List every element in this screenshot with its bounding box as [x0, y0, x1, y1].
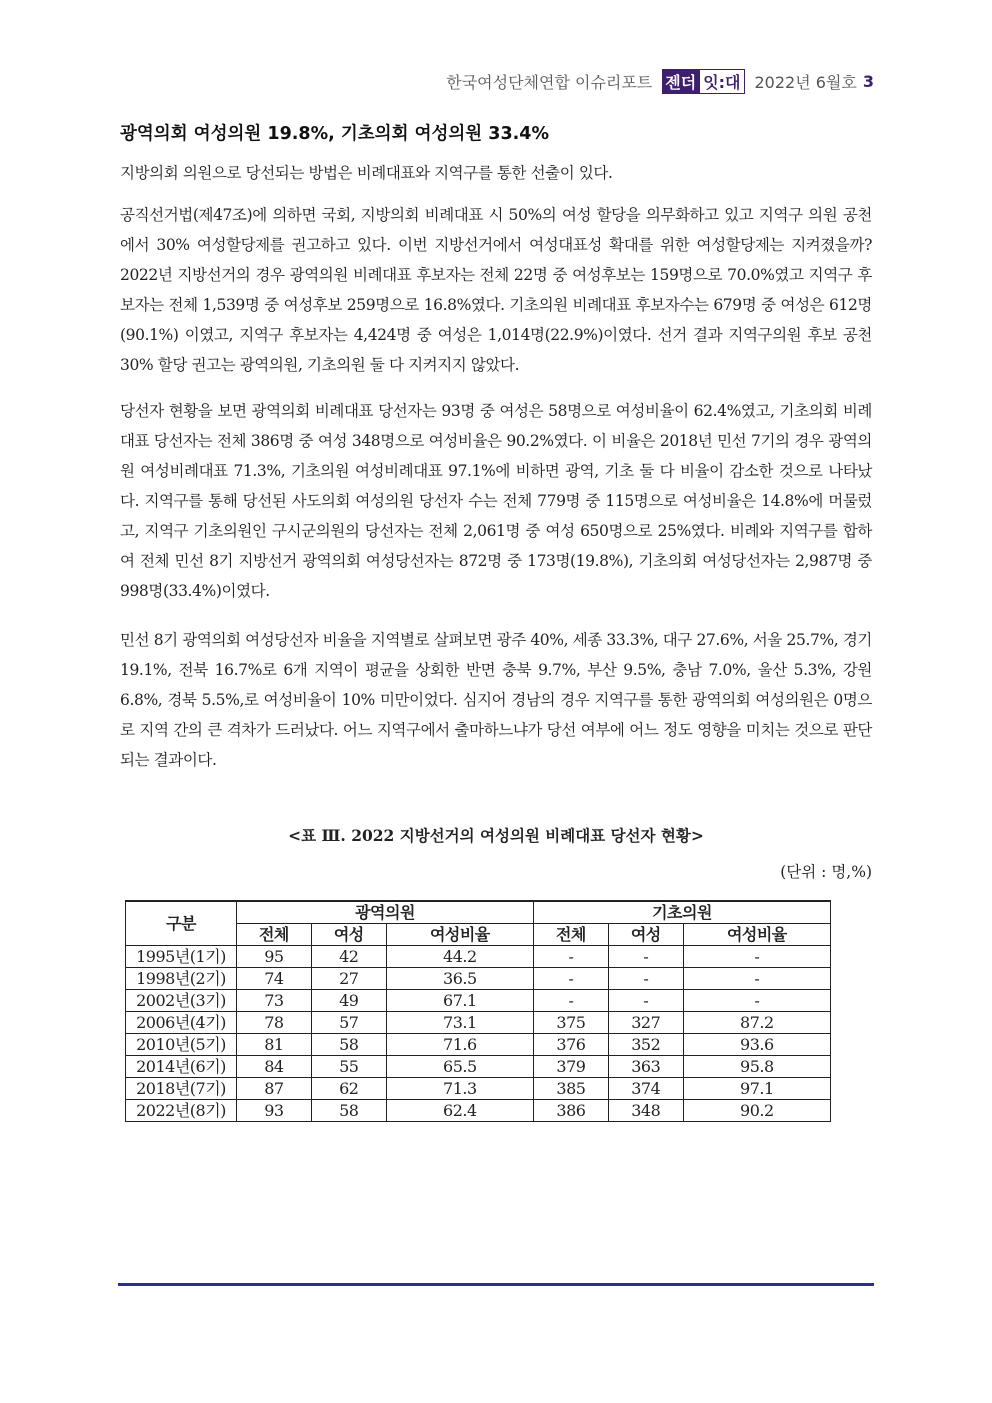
table-cell: 58 — [311, 1034, 386, 1056]
paragraph-2: 공직선거법(제47조)에 의하면 국회, 지방의회 비례대표 시 50%의 여성 할당을 의무화하고 있고 지역구 의원 공천에서 30% 여성할당제를 권고하고 있다. 이번 지방선거에서 여성대표성 확대를 위한 여성할당제는 지켜졌을까? 2022년 지방선거의 경우 광역의원 비례대표 후보자는 전체 22명 중 여성후보는 159명으로 70.0%였고 지역구 후보자는 전체 1,539명 중 여성후보 259명으로 16.8%였다. 기초의원 비례대표 후보자수는 679명 중 여성은 612명(90.1%) 이였고, 지역구 후보자는 4,424명 중 여성은 1,014명(22.9%)이였다. 선거 결과 지역구의원 후보 공천 30% 할당 권고는 광역의원, 기초의원 둘 다 지켜지지 않았다. — [120, 206, 872, 374]
subheader-cell: 여성비율 — [386, 924, 533, 946]
subheader-cell: 전체 — [533, 924, 608, 946]
issue-date: 2022년 6월호 — [754, 72, 857, 92]
table-header-row — [126, 901, 831, 924]
table-cell: 379 — [533, 1056, 608, 1078]
table-cell: 81 — [237, 1034, 312, 1056]
table-cell: - — [608, 968, 683, 990]
table-cell: 62.4 — [386, 1100, 533, 1122]
table-cell: 375 — [533, 1012, 608, 1034]
table-cell: - — [533, 990, 608, 1012]
table-cell: 93.6 — [683, 1034, 830, 1056]
table-cell: 74 — [237, 968, 312, 990]
table-cell: - — [608, 990, 683, 1012]
table-row — [126, 1078, 831, 1100]
table-cell: 67.1 — [386, 990, 533, 1012]
table-cell: 376 — [533, 1034, 608, 1056]
table-row — [126, 1056, 831, 1078]
table-unit: (단위 : 명,%) — [780, 863, 872, 881]
table-cell: 348 — [608, 1100, 683, 1122]
table-cell: 71.3 — [386, 1078, 533, 1100]
table-cell: 36.5 — [386, 968, 533, 990]
row-label: 2010년(5기) — [126, 1034, 237, 1056]
table-cell: - — [683, 968, 830, 990]
section-title: 광역의회 여성의원 19.8%, 기초의회 여성의원 33.4% — [120, 124, 550, 144]
row-label: 2018년(7기) — [126, 1078, 237, 1100]
table-cell: 73.1 — [386, 1012, 533, 1034]
subheader-cell: 전체 — [237, 924, 312, 946]
table-cell: 386 — [533, 1100, 608, 1122]
table-cell: 84 — [237, 1056, 312, 1078]
table-cell: 90.2 — [683, 1100, 830, 1122]
table-cell: 95 — [237, 946, 312, 968]
subheader-cell: 여성 — [608, 924, 683, 946]
table-cell: 78 — [237, 1012, 312, 1034]
table-cell: 71.6 — [386, 1034, 533, 1056]
table-cell: 27 — [311, 968, 386, 990]
org-name: 한국여성단체연합 이슈리포트 — [446, 72, 653, 92]
row-label: 1995년(1기) — [126, 946, 237, 968]
table-cell: 93 — [237, 1100, 312, 1122]
table-cell: 42 — [311, 946, 386, 968]
row-label: 2006년(4기) — [126, 1012, 237, 1034]
subheader-cell: 여성 — [311, 924, 386, 946]
table-row — [126, 990, 831, 1012]
table-cell: - — [533, 968, 608, 990]
table-body — [126, 946, 831, 1122]
table-cell: 374 — [608, 1078, 683, 1100]
header-category: 구분 — [126, 901, 237, 946]
table-cell: 55 — [311, 1056, 386, 1078]
paragraph-4: 민선 8기 광역의회 여성당선자 비율을 지역별로 살펴보면 광주 40%, 세종 33.3%, 대구 27.6%, 서울 25.7%, 경기 19.1%, 전북 16.7%로 6개 지역이 평균을 상회한 반면 충북 9.7%, 부산 9.5%, 충남 7.0%, 울산 5.3%, 강원 6.8%, 경북 5.5%,로 여성비율이 10% 미만이었다. 심지어 경남의 경우 지역구를 통한 광역의회 여성의원은 0명으로 지역 간의 큰 격차가 드러났다. 어느 지역구에서 출마하느냐가 당선 여부에 어느 정도 영향을 미치는 것으로 판단되는 결과이다. — [120, 631, 872, 769]
paragraph-1: 지방의회 의원으로 당선되는 방법은 비례대표와 지역구를 통한 선출이 있다. — [120, 164, 613, 182]
report-header — [446, 68, 874, 94]
table-cell: 87.2 — [683, 1012, 830, 1034]
row-label: 2002년(3기) — [126, 990, 237, 1012]
row-label: 2014년(6기) — [126, 1056, 237, 1078]
table-cell: 62 — [311, 1078, 386, 1100]
table-title: <표 Ⅲ. 2022 지방선거의 여성의원 비례대표 당선자 현황> — [288, 826, 704, 845]
table-row — [126, 1100, 831, 1122]
table-cell: 87 — [237, 1078, 312, 1100]
table-cell: 57 — [311, 1012, 386, 1034]
footer-divider — [118, 1283, 874, 1286]
table-cell: 44.2 — [386, 946, 533, 968]
table-cell: - — [533, 946, 608, 968]
paragraph-3: 당선자 현황을 보면 광역의회 비례대표 당선자는 93명 중 여성은 58명으로 여성비율이 62.4%였고, 기초의회 비례대표 당선자는 전체 386명 중 여성 348명으로 여성비율은 90.2%였다. 이 비율은 2018년 민선 7기의 경우 광역의원 여성비례대표 71.3%, 기초의원 여성비례대표 97.1%에 비하면 광역, 기초 둘 다 비율이 감소한 것으로 나타났다. 지역구를 통해 당선된 사도의회 여성의원 당선자 수는 전체 779명 중 115명으로 여성비율은 14.8%에 머물렀고, 지역구 기초의원인 구시군의원의 당선자는 전체 2,061명 중 여성 650명으로 25%였다. 비례와 지역구를 합하여 전체 민선 8기 지방선거 광역의회 여성당선자는 872명 중 173명(19.8%), 기초의회 여성당선자는 2,987명 중 998명(33.4%)이였다. — [120, 402, 872, 600]
table-cell: 65.5 — [386, 1056, 533, 1078]
table-cell: - — [683, 990, 830, 1012]
table-cell: - — [608, 946, 683, 968]
table-cell: 95.8 — [683, 1056, 830, 1078]
report-logo — [662, 69, 744, 94]
table-cell: - — [683, 946, 830, 968]
header-group-metro: 광역의원 — [237, 901, 534, 924]
table-cell: 352 — [608, 1034, 683, 1056]
page-number: 3 — [862, 71, 874, 91]
header-group-local: 기초의원 — [533, 901, 830, 924]
table-row — [126, 946, 831, 968]
row-label: 1998년(2기) — [126, 968, 237, 990]
row-label: 2022년(8기) — [126, 1100, 237, 1122]
table-cell: 49 — [311, 990, 386, 1012]
table-cell: 97.1 — [683, 1078, 830, 1100]
logo-left: 젠더 — [662, 69, 699, 94]
table-cell: 327 — [608, 1012, 683, 1034]
table-cell: 58 — [311, 1100, 386, 1122]
table-cell: 363 — [608, 1056, 683, 1078]
table-row — [126, 1012, 831, 1034]
table-row — [126, 968, 831, 990]
logo-right: 잇:대 — [699, 69, 744, 94]
subheader-cell: 여성비율 — [683, 924, 830, 946]
data-table — [125, 900, 831, 1122]
table-cell: 73 — [237, 990, 312, 1012]
table-cell: 385 — [533, 1078, 608, 1100]
table-row — [126, 1034, 831, 1056]
